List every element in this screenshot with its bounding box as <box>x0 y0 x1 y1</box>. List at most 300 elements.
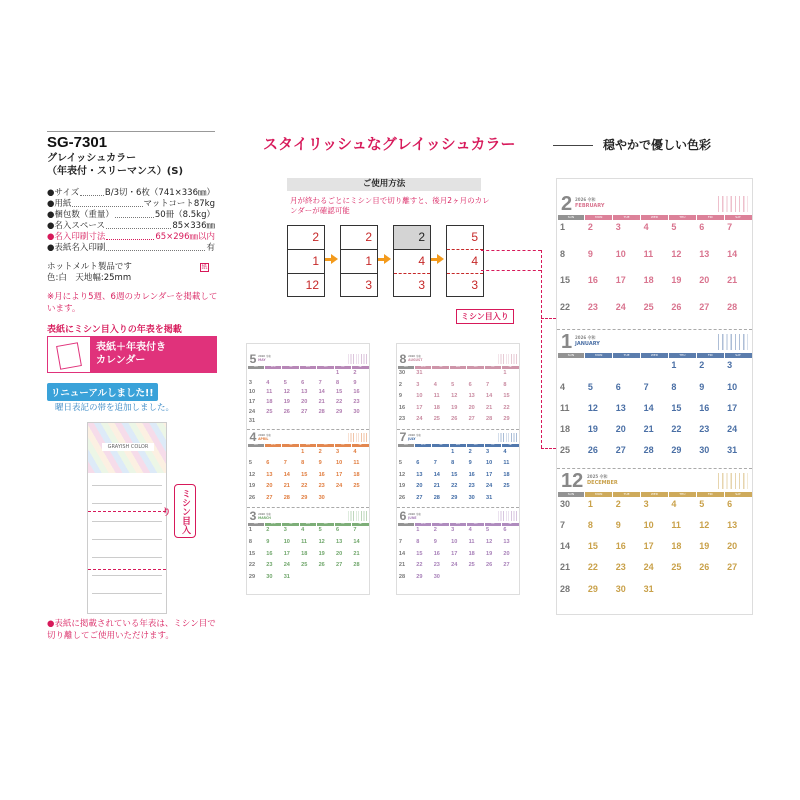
day-cell: 1 <box>560 222 566 232</box>
day-cell: 9 <box>398 393 402 400</box>
day-cell: 30 <box>266 573 273 580</box>
day-cell: 30 <box>560 498 571 509</box>
calendar-preview-left <box>246 343 370 595</box>
weekday-label: THU <box>669 215 696 220</box>
day-cell: 27 <box>727 562 738 573</box>
spec-value: マットコート87kg <box>143 199 215 209</box>
weekday-bar <box>247 444 369 447</box>
day-cell: 29 <box>416 573 423 580</box>
day-cell: 18 <box>643 275 654 286</box>
day-cell <box>317 370 334 380</box>
day-cell: 18 <box>353 471 360 478</box>
day-cell: 5 <box>486 527 490 534</box>
month-year: 2026 令和 <box>575 197 596 202</box>
weekday-label: THU <box>467 523 483 526</box>
day-cell: 4 <box>468 527 472 534</box>
day-cell: 12 <box>671 248 682 259</box>
day-cell: 3 <box>283 527 287 534</box>
weekday-label: FRI <box>335 444 351 447</box>
day-cell: 30 <box>433 573 440 580</box>
day-cell: 3 <box>451 527 455 534</box>
day-cell: 7 <box>486 381 490 388</box>
day-cell: 24 <box>283 562 290 569</box>
day-cell: 4 <box>266 379 270 386</box>
weekday-label: TUE <box>282 366 298 369</box>
month-name: JULY <box>408 436 416 441</box>
spec-key: ●用紙 <box>47 199 72 209</box>
day-cell: 17 <box>451 550 458 557</box>
day-cell: 2 <box>468 448 472 455</box>
connector-line <box>481 270 541 271</box>
spec-value: B/3切・6枚（741×336㎜） <box>104 188 215 198</box>
day-cell: 12 <box>699 519 710 530</box>
day-cell: 15 <box>560 275 571 286</box>
day-cell: 13 <box>266 471 273 478</box>
month-year: 2026 令和 <box>408 512 421 516</box>
calendar-month <box>557 331 752 467</box>
day-cell: 27 <box>503 562 510 569</box>
day-cell: 7 <box>398 538 402 545</box>
mini-cover-preview <box>87 422 167 614</box>
day-cell: 11 <box>560 402 570 413</box>
day-cell: 8 <box>451 460 455 467</box>
day-cell: 15 <box>336 389 343 396</box>
day-cell: 4 <box>301 527 305 534</box>
month-number: 1 <box>561 331 573 354</box>
day-cell: 18 <box>560 424 571 435</box>
day-cell <box>432 449 449 461</box>
weekday-label: TUE <box>432 523 448 526</box>
day-cell: 22 <box>301 483 308 490</box>
leader-dots <box>72 199 142 207</box>
day-cell <box>613 360 641 381</box>
day-cell: 7 <box>643 381 649 392</box>
day-cell: 23 <box>353 398 360 405</box>
day-cell: 27 <box>336 562 343 569</box>
day-cell: 7 <box>433 460 437 467</box>
mini-cover-title: GRAYISH COLOR <box>102 443 154 451</box>
day-cell: 18 <box>468 550 475 557</box>
weekday-label: TUE <box>432 444 448 447</box>
day-cell: 11 <box>643 248 654 259</box>
mini-calendar-row <box>92 593 162 594</box>
day-cell: 6 <box>615 381 621 392</box>
day-cell: 17 <box>643 541 654 552</box>
leader-dots <box>106 232 154 240</box>
day-cell: 11 <box>433 393 440 400</box>
weekday-label: THU <box>317 444 333 447</box>
weekday-label: WED <box>641 215 668 220</box>
month-name: MARCH <box>258 515 271 520</box>
day-cell: 7 <box>353 527 357 534</box>
spec-value: 50冊（8.5kg） <box>154 210 215 220</box>
day-cell: 30 <box>468 495 475 502</box>
day-cell: 25 <box>503 483 510 490</box>
day-cell: 13 <box>416 471 423 478</box>
day-cell: 15 <box>248 550 256 557</box>
leader-dots <box>106 243 205 251</box>
day-cell: 24 <box>336 483 343 490</box>
calendar-month <box>557 193 752 329</box>
day-cell: 8 <box>248 538 252 545</box>
day-cell <box>299 370 316 380</box>
day-cell: 15 <box>503 393 510 400</box>
day-cell: 30 <box>318 495 325 502</box>
day-cell: 18 <box>301 550 308 557</box>
weekday-label: WED <box>300 444 316 447</box>
day-cell: 20 <box>615 424 626 435</box>
month-number: 8 <box>399 351 407 366</box>
spec-value: 85×336㎜ <box>172 221 215 231</box>
day-cell: 18 <box>671 541 682 552</box>
weekday-label: SAT <box>502 444 518 447</box>
day-cell: 2 <box>353 369 357 376</box>
connector-line <box>541 448 556 449</box>
weekday-bar <box>557 215 752 220</box>
weekday-label: SUN <box>558 492 585 497</box>
usage-strip-cell: 2 <box>341 226 377 250</box>
weekday-label: FRI <box>485 523 501 526</box>
weekday-label: MON <box>415 366 431 369</box>
day-cell: 6 <box>416 460 420 467</box>
weekday-label: TUE <box>282 444 298 447</box>
perforation-line <box>397 507 519 508</box>
day-cell: 23 <box>266 562 273 569</box>
day-cell: 12 <box>248 471 256 478</box>
usage-strip <box>446 225 484 297</box>
usage-strip-cell: 1 <box>288 250 324 274</box>
product-name-line1: グレイッシュカラー <box>47 153 137 164</box>
day-cell: 29 <box>336 408 343 415</box>
day-cell: 21 <box>486 404 493 411</box>
day-cell: 13 <box>727 519 738 530</box>
weekday-label: SUN <box>248 366 264 369</box>
mini-month-calendar <box>348 511 367 521</box>
day-cell: 23 <box>433 562 440 569</box>
weekday-label: TUE <box>613 353 640 358</box>
headline-sub: 穏やかで優しい色彩 <box>603 138 712 152</box>
weekday-label: MON <box>585 215 612 220</box>
day-cell: 11 <box>503 460 510 467</box>
day-cell: 28 <box>560 583 571 594</box>
day-cell: 4 <box>353 448 357 455</box>
calendar-month <box>247 509 369 586</box>
day-cell: 26 <box>587 445 598 456</box>
usage-strip-cell: 2 <box>288 226 324 250</box>
weekday-label: FRI <box>485 444 501 447</box>
spec-key: ●表紙名入印刷 <box>47 243 106 253</box>
weekday-label: FRI <box>335 366 351 369</box>
day-cell: 21 <box>353 550 360 557</box>
day-cell: 4 <box>560 381 566 392</box>
day-cell: 8 <box>416 538 420 545</box>
day-cell: 10 <box>336 460 343 467</box>
day-cell: 29 <box>587 583 598 594</box>
weekday-label: SAT <box>352 366 368 369</box>
month-number: 2 <box>561 193 573 215</box>
arrow-right-icon <box>331 254 338 264</box>
weekday-label: SUN <box>248 444 264 447</box>
weekday-label: SAT <box>725 353 752 358</box>
day-cell: 2 <box>398 381 402 388</box>
day-cell: 22 <box>416 562 423 569</box>
usage-title: ご使用方法 <box>287 178 481 191</box>
day-cell: 9 <box>587 248 593 259</box>
day-cell: 5 <box>699 498 705 509</box>
day-cell: 25 <box>301 562 308 569</box>
day-cell: 22 <box>587 562 598 573</box>
day-cell: 14 <box>727 248 738 259</box>
weekday-label: THU <box>467 444 483 447</box>
month-number: 6 <box>399 508 407 523</box>
weekday-label: THU <box>317 523 333 526</box>
day-cell: 19 <box>671 275 682 286</box>
day-cell: 2 <box>318 448 322 455</box>
spec-value: 有 <box>206 243 215 253</box>
day-cell: 26 <box>699 562 710 573</box>
day-cell: 6 <box>468 381 472 388</box>
weekday-label: FRI <box>485 366 501 369</box>
day-cell: 23 <box>615 562 626 573</box>
day-cell: 22 <box>451 483 458 490</box>
calendar-month <box>247 431 369 508</box>
day-cell <box>397 527 414 539</box>
day-cell: 28 <box>643 445 654 456</box>
day-cell <box>414 449 431 461</box>
usage-strip-cell: 12 <box>305 278 319 292</box>
spec-key: ●サイズ <box>47 188 80 198</box>
day-cell: 21 <box>727 275 738 286</box>
day-cell: 31 <box>727 445 738 456</box>
month-name: AUGUST <box>408 358 423 363</box>
day-cell: 25 <box>468 562 475 569</box>
day-cell: 24 <box>727 424 738 435</box>
day-cell: 7 <box>318 379 322 386</box>
day-cell: 28 <box>727 301 738 312</box>
month-number: 7 <box>399 430 407 445</box>
day-cell: 15 <box>451 471 458 478</box>
connector-line <box>541 318 556 319</box>
day-cell: 15 <box>301 471 308 478</box>
calendar-preview-right <box>396 343 520 595</box>
renewal-sub: 曜日表記の帯を追加しました。 <box>55 403 175 413</box>
cover-note: 表紙にミシン目入りの年表を掲載 <box>47 325 182 335</box>
day-cell: 31 <box>416 369 423 376</box>
day-cell: 30 <box>398 369 406 376</box>
weekday-label: WED <box>641 492 668 497</box>
usage-strip-cell: 5 <box>447 226 483 250</box>
day-cell <box>282 449 299 461</box>
calendar-month <box>397 509 519 586</box>
weekday-label: FRI <box>697 492 724 497</box>
day-cell: 2 <box>433 527 437 534</box>
day-cell: 16 <box>615 541 626 552</box>
weekday-label: SUN <box>248 523 264 526</box>
day-cell: 29 <box>503 416 510 423</box>
weekday-label: THU <box>669 492 696 497</box>
day-cell: 30 <box>615 583 626 594</box>
day-cell: 14 <box>318 389 325 396</box>
day-cell: 5 <box>248 460 252 467</box>
day-cell: 22 <box>503 404 510 411</box>
day-cell: 21 <box>643 424 654 435</box>
spec-row <box>47 210 215 221</box>
day-cell: 3 <box>643 498 649 509</box>
day-cell: 13 <box>503 538 510 545</box>
mini-month-calendar <box>348 354 367 364</box>
day-cell: 22 <box>560 301 571 312</box>
calendar-month <box>397 352 519 429</box>
day-cell: 13 <box>468 393 475 400</box>
usage-strip <box>340 225 378 297</box>
day-cell: 5 <box>398 460 402 467</box>
mini-calendar-row <box>92 485 162 486</box>
month-name: DECEMBER <box>587 479 618 486</box>
day-cell <box>585 360 613 381</box>
day-cell: 6 <box>503 527 507 534</box>
month-year: 2026 令和 <box>408 355 421 359</box>
day-cell: 14 <box>353 538 360 545</box>
day-cell: 29 <box>451 495 458 502</box>
weekday-label: SUN <box>558 353 585 358</box>
day-cell: 17 <box>727 402 738 413</box>
day-cell: 9 <box>433 538 437 545</box>
day-cell: 3 <box>416 381 420 388</box>
day-cell: 1 <box>587 498 593 509</box>
day-cell: 11 <box>468 538 475 545</box>
month-year: 2026 令和 <box>408 434 421 438</box>
weekday-label: WED <box>300 366 316 369</box>
mini-month-calendar <box>718 196 748 212</box>
weekday-label: SUN <box>558 215 585 220</box>
day-cell: 16 <box>398 404 406 411</box>
day-cell: 6 <box>699 222 705 232</box>
weekday-bar <box>557 353 752 358</box>
day-cell: 12 <box>486 538 493 545</box>
calendar-large <box>556 178 753 615</box>
spec-row <box>47 199 215 210</box>
day-cell <box>467 370 484 382</box>
day-cell: 20 <box>468 404 475 411</box>
day-cell: 20 <box>727 541 738 552</box>
day-cell: 20 <box>699 275 710 286</box>
usage-strip <box>287 225 325 297</box>
day-cell: 28 <box>283 495 290 502</box>
day-cell: 16 <box>266 550 273 557</box>
day-cell: 7 <box>283 460 287 467</box>
day-cell: 14 <box>560 541 571 552</box>
day-cell: 22 <box>248 562 256 569</box>
perforation-line <box>247 507 369 508</box>
day-cell: 14 <box>398 550 406 557</box>
day-cell <box>247 370 264 380</box>
day-cell: 6 <box>266 460 270 467</box>
day-cell: 26 <box>451 416 458 423</box>
weekday-label: TUE <box>613 215 640 220</box>
day-cell: 1 <box>671 360 677 371</box>
day-cell: 22 <box>671 424 682 435</box>
day-cell: 19 <box>587 424 598 435</box>
day-cell: 26 <box>486 562 493 569</box>
mini-calendar-row <box>92 539 162 540</box>
day-cell: 12 <box>451 393 458 400</box>
month-name: MAY <box>258 358 266 363</box>
month-year: 2026 令和 <box>258 512 271 516</box>
day-cell: 27 <box>468 416 475 423</box>
day-cell: 13 <box>301 389 308 396</box>
day-cell: 27 <box>266 495 273 502</box>
product-name <box>47 152 183 178</box>
day-cell: 4 <box>433 381 437 388</box>
mini-month-calendar <box>348 433 367 443</box>
mini-calendar-row <box>92 521 162 522</box>
product-name-line2: （年表付・スリーマンス）(S) <box>47 166 184 177</box>
weekday-label: TUE <box>282 523 298 526</box>
usage-strip-cell: 4 <box>447 250 483 274</box>
month-number: 12 <box>561 469 584 492</box>
month-name: FEBRUARY <box>575 203 605 209</box>
day-cell: 17 <box>283 550 290 557</box>
day-cell: 18 <box>433 404 440 411</box>
weekday-label: FRI <box>697 353 724 358</box>
day-cell: 16 <box>353 389 360 396</box>
day-cell: 27 <box>416 495 423 502</box>
perforation-line <box>557 329 752 330</box>
day-cell: 18 <box>503 471 510 478</box>
day-cell: 28 <box>433 495 440 502</box>
day-cell: 29 <box>248 573 256 580</box>
day-cell <box>432 370 449 382</box>
spec-key: ●名入印刷寸法 <box>47 232 106 242</box>
day-cell <box>397 449 414 461</box>
day-cell: 21 <box>398 562 406 569</box>
month-year: 2026 令和 <box>258 355 271 359</box>
mini-month-calendar <box>498 433 517 443</box>
day-cell: 20 <box>416 483 423 490</box>
day-cell: 4 <box>643 222 649 232</box>
spec-key: ●梱包数（重量） <box>47 210 114 220</box>
weekday-bar <box>397 366 519 369</box>
day-cell: 20 <box>503 550 510 557</box>
headline: スタイリッシュなグレイッシュカラー <box>263 135 516 153</box>
day-cell: 19 <box>699 541 710 552</box>
usage-strip <box>393 225 431 297</box>
weekday-label: WED <box>450 366 466 369</box>
color-line: 色:白 天地幅:25mm <box>47 273 132 283</box>
day-cell: 13 <box>336 538 343 545</box>
day-cell: 10 <box>416 393 423 400</box>
month-year: 2025 令和 <box>587 473 608 479</box>
day-cell: 19 <box>451 404 458 411</box>
weekday-bar <box>247 523 369 526</box>
day-cell: 31 <box>283 573 290 580</box>
day-cell: 20 <box>336 550 343 557</box>
weekday-label: MON <box>265 523 281 526</box>
day-cell: 15 <box>416 550 423 557</box>
spec-row <box>47 232 215 243</box>
usage-strip-cell: 2 <box>394 226 430 250</box>
day-cell: 12 <box>283 389 290 396</box>
weekday-bar <box>247 366 369 369</box>
day-cell: 28 <box>398 573 406 580</box>
spec-key: ●名入スペース <box>47 221 105 231</box>
day-cell: 8 <box>336 379 340 386</box>
day-cell: 10 <box>727 381 738 392</box>
day-cell: 21 <box>433 483 440 490</box>
weekday-label: TUE <box>613 492 640 497</box>
day-cell: 19 <box>248 483 256 490</box>
day-cell: 16 <box>318 471 325 478</box>
